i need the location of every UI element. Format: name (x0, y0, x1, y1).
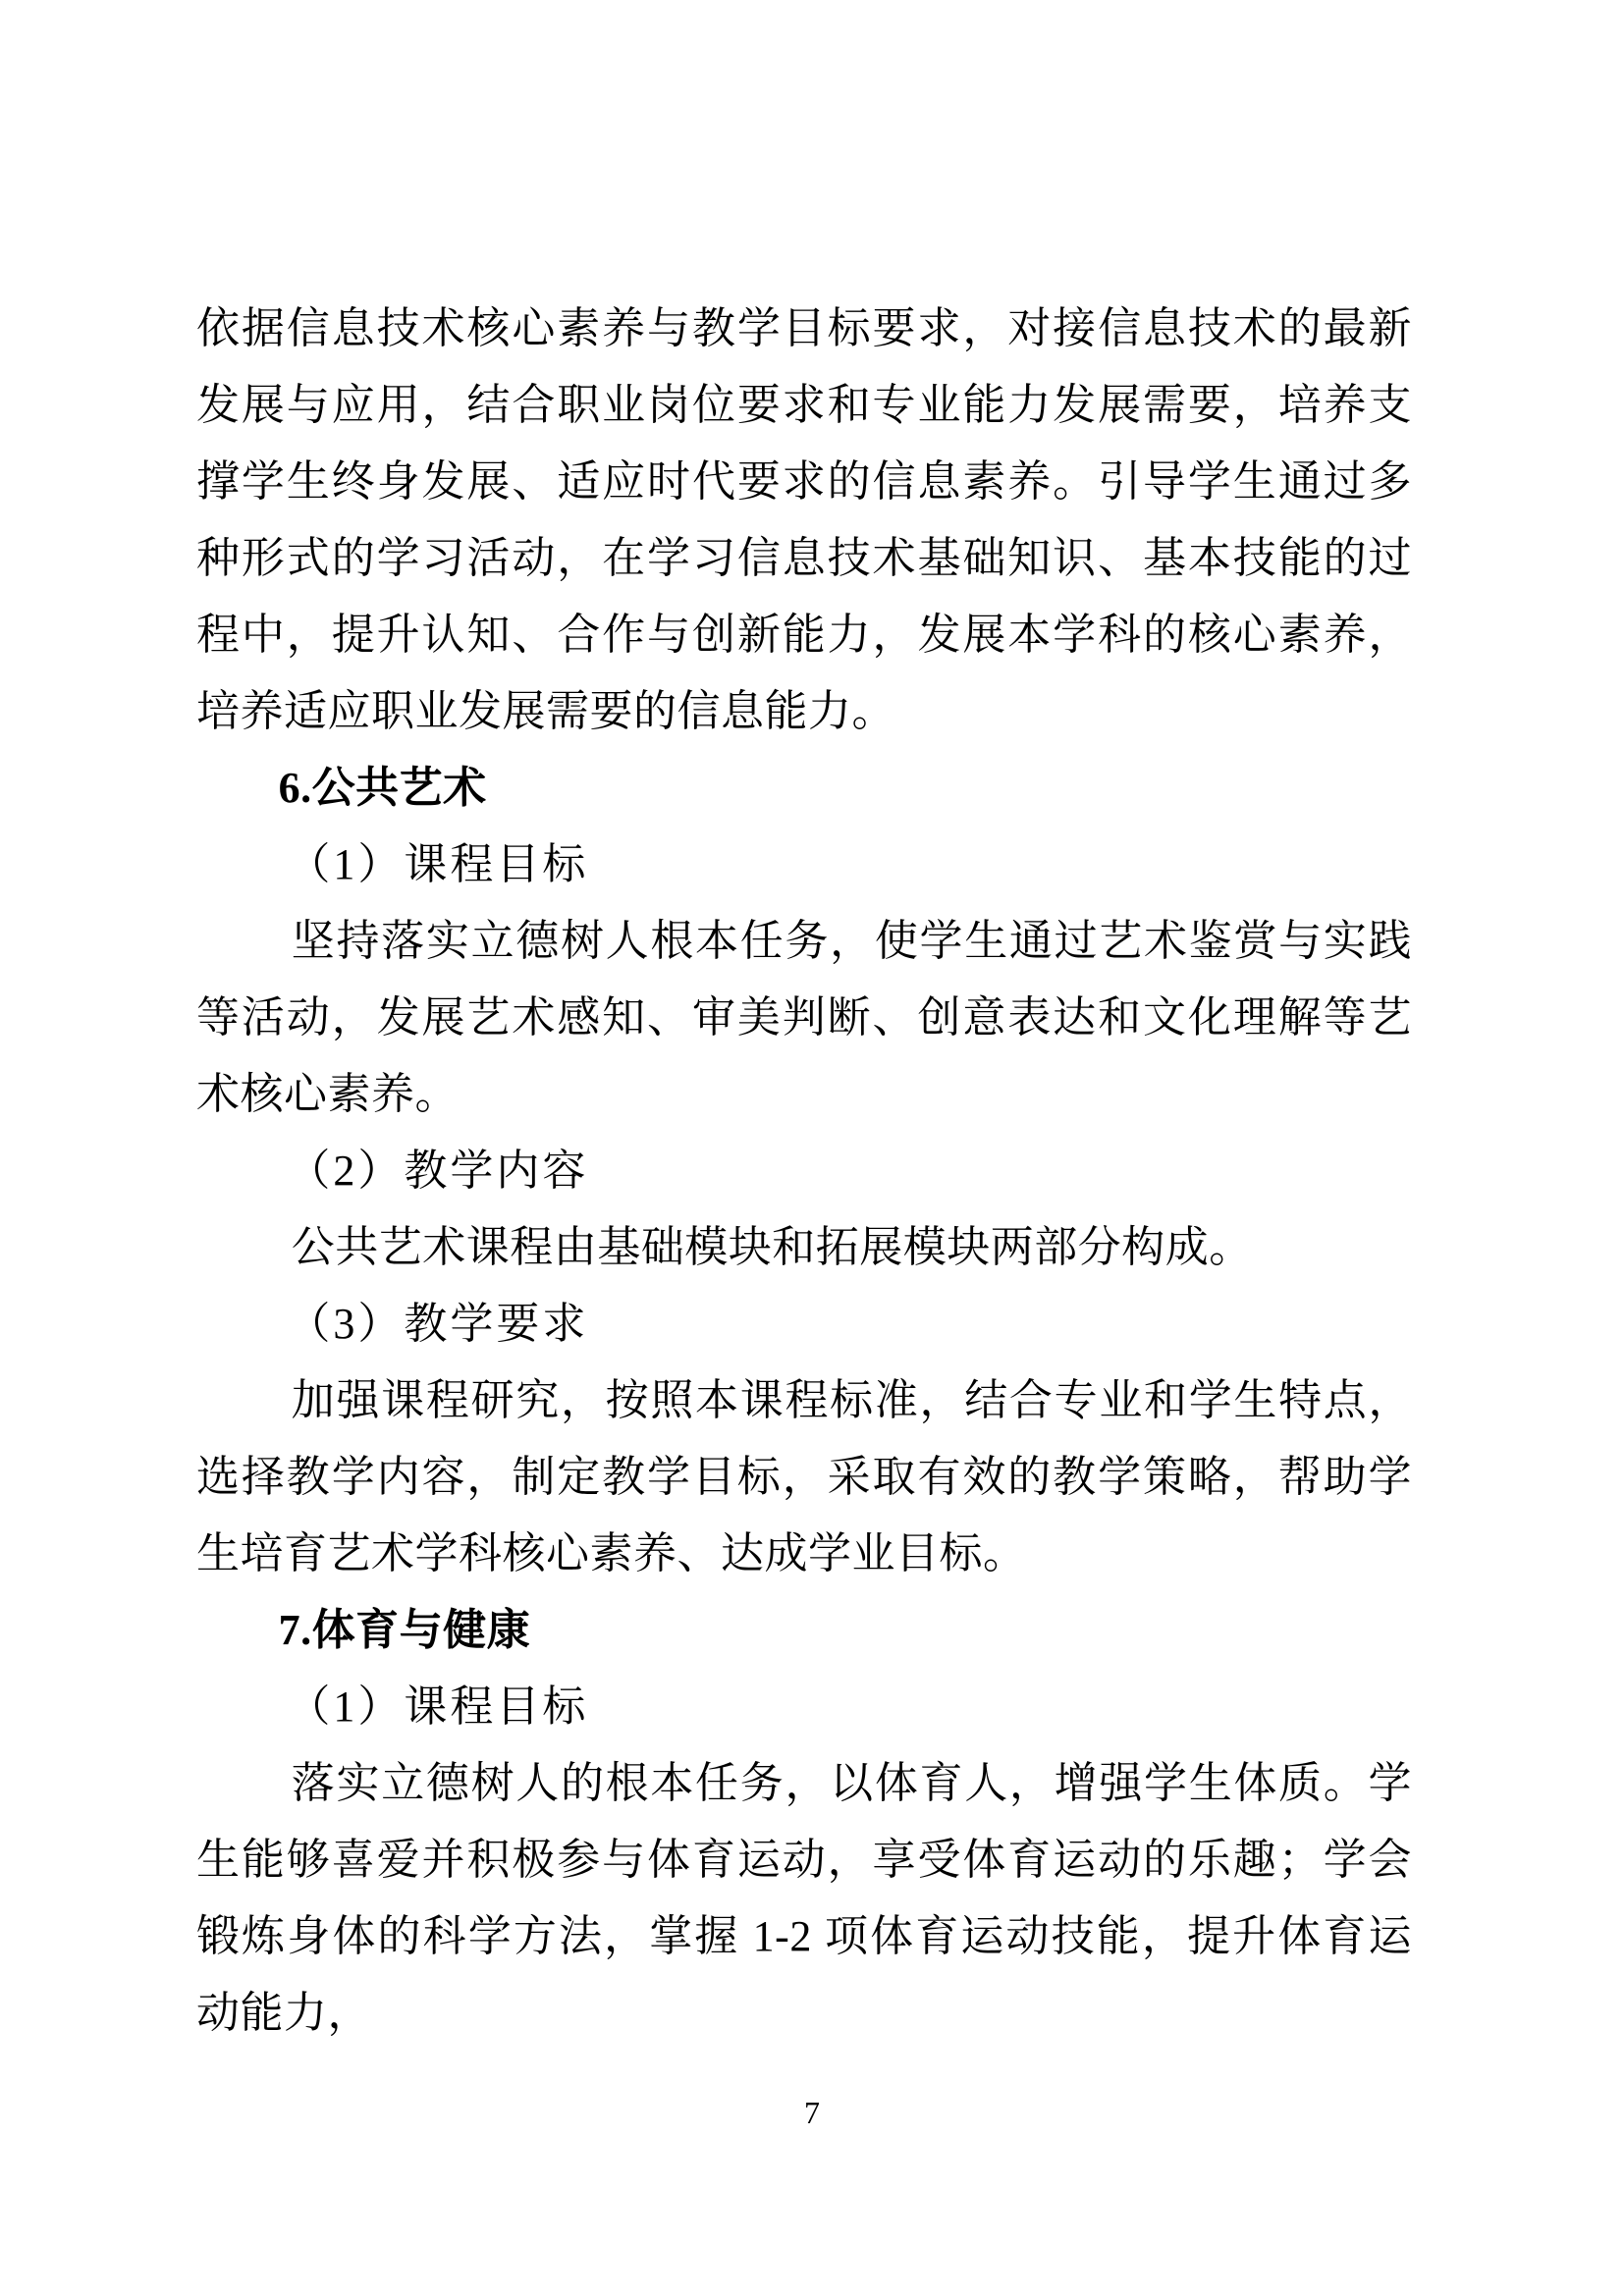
paragraph-art-teaching-requirements: 加强课程研究，按照本课程标准，结合专业和学生特点，选择教学内容，制定教学目标，采取有效的教学策略，帮助学生培育艺术学科核心素养、达成学业目标。 (196, 1376, 1412, 1577)
section-heading-pe-health: 7.体育与健康 (278, 1606, 531, 1654)
paragraph-art-course-objectives: 坚持落实立德树人根本任务，使学生通过艺术鉴赏与实践等活动，发展艺术感知、审美判断、创意表达和文化理解等艺术核心素养。 (196, 917, 1412, 1118)
section-heading-public-art: 6.公共艺术 (278, 764, 487, 812)
subheading-art-teaching-content: （2）教学内容 (287, 1147, 589, 1195)
page-number: 7 (804, 2095, 820, 2130)
paragraph-info-tech-goals: 依据信息技术核心素养与教学目标要求，对接信息技术的最新发展与应用，结合职业岗位要求和专业能力发展需要，培养支撑学生终身发展、适应时代要求的信息素养。引导学生通过多种形式的学习活动，在学习信息技术基础知识、基本技能的过程中，提升认知、合作与创新能力，发展本学科的核心素养，培养适应职业发展需要的信息能力。 (196, 304, 1412, 735)
subheading-pe-course-objectives: （1）课程目标 (287, 1682, 589, 1731)
subheading-art-course-objectives: （1）课程目标 (287, 840, 589, 888)
paragraph-pe-course-objectives: 落实立德树人的根本任务，以体育人，增强学生体质。学生能够喜爱并积极参与体育运动，享受体育运动的乐趣；学会锻炼身体的科学方法，掌握 1-2 项体育运动技能，提升体育运动能力， (196, 1759, 1412, 2037)
paragraph-art-teaching-content: 公共艺术课程由基础模块和拓展模块两部分构成。 (291, 1223, 1253, 1271)
page-body-text (196, 291, 1412, 2052)
subheading-art-teaching-requirements: （3）教学要求 (287, 1300, 589, 1348)
